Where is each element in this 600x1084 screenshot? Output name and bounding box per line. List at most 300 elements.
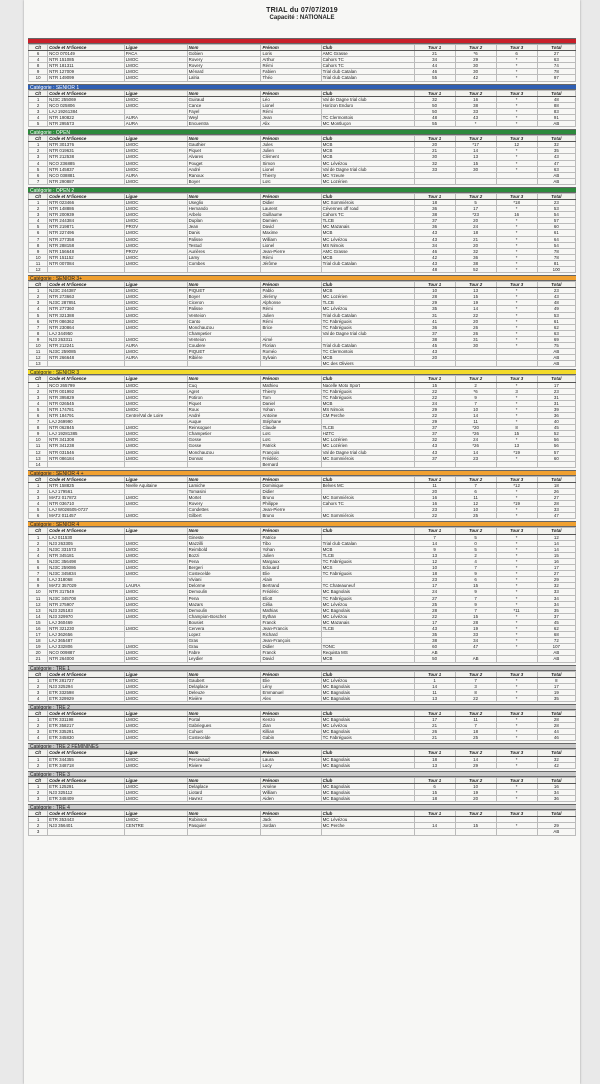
table-cell: LMOC	[124, 565, 187, 571]
table-cell: LAJ 365487	[48, 638, 125, 644]
table-cell: 22	[414, 412, 455, 418]
column-header: Club	[321, 777, 414, 783]
table-cell: NCO 009887	[48, 650, 125, 656]
column-header: Ligue	[124, 528, 187, 534]
table-cell: CM Perche	[321, 412, 414, 418]
table-cell: MC Sommiérois	[321, 455, 414, 461]
table-cell: Dominique	[261, 482, 321, 488]
table-cell: LAJ 344950	[48, 330, 125, 336]
table-cell: AB	[455, 656, 496, 662]
category-section	[28, 665, 576, 702]
table-cell: Bernard	[261, 461, 321, 467]
table-cell: 7	[29, 324, 48, 330]
table-cell: *	[496, 756, 537, 762]
table-cell: 63	[537, 330, 575, 336]
table-cell: LMOC	[124, 160, 187, 166]
table-cell: MC Lozérien	[321, 294, 414, 300]
table-cell: LAJ 362656	[48, 632, 125, 638]
table-cell: LMOC	[124, 394, 187, 400]
table-cell: William	[261, 236, 321, 242]
column-header: Tour 1	[414, 777, 455, 783]
column-header: Nom	[187, 193, 261, 199]
table-cell: 42	[414, 254, 455, 260]
column-header: Code et N°licence	[48, 136, 125, 142]
table-cell: 6	[29, 172, 48, 178]
table-cell: 69	[537, 336, 575, 342]
table-cell: NCO 265799	[48, 382, 125, 388]
table-cell: 48	[414, 114, 455, 120]
table-cell: LAJ 360469	[48, 619, 125, 625]
column-header: Nom	[187, 811, 261, 817]
table-cell: 8	[496, 425, 537, 431]
table-cell: 6	[29, 318, 48, 324]
table-cell: LMOC	[124, 312, 187, 318]
table-cell: 20	[455, 218, 496, 224]
table-cell: MC Bagnolais	[321, 607, 414, 613]
column-header: Total	[537, 136, 575, 142]
table-cell: Percevaud	[187, 756, 261, 762]
table-cell: NTR 086362	[48, 318, 125, 324]
table-cell: *	[496, 625, 537, 631]
table-cell: TC Fabréguois	[321, 571, 414, 577]
table-cell: 20	[455, 242, 496, 248]
table-cell: LMOC	[124, 218, 187, 224]
table-cell: Pena	[187, 558, 261, 564]
table-cell: Gabin	[261, 735, 321, 741]
table-cell: 78	[537, 254, 575, 260]
table-cell: Tomasini	[187, 489, 261, 495]
table-cell: *17	[455, 142, 496, 148]
table-cell: NTR 273663	[48, 294, 125, 300]
table-cell: Jean	[187, 224, 261, 230]
column-header: Club	[321, 282, 414, 288]
table-cell: 37	[537, 613, 575, 619]
table-cell: Cahors TC	[321, 63, 414, 69]
table-cell: 33	[455, 108, 496, 114]
table-cell: 21	[414, 51, 455, 57]
column-header: Total	[537, 45, 575, 51]
table-cell: Venteion	[187, 312, 261, 318]
table-cell: 10	[29, 254, 48, 260]
column-header: Club	[321, 193, 414, 199]
table-cell: MC Bagnolais	[321, 689, 414, 695]
table-cell: 60	[537, 455, 575, 461]
table-cell: *	[496, 638, 537, 644]
table-cell: Rovery	[187, 501, 261, 507]
table-cell: LMOC	[124, 260, 187, 266]
table-cell: 7	[29, 571, 48, 577]
table-cell: 2	[29, 762, 48, 768]
table-cell: 9	[29, 336, 48, 342]
table-cell: 38	[455, 260, 496, 266]
table-cell: MC Lozérien	[321, 443, 414, 449]
table-cell: 46	[414, 69, 455, 75]
table-cell: 3	[29, 300, 48, 306]
table-cell: 72	[537, 638, 575, 644]
table-cell: Rivière	[187, 695, 261, 701]
table-cell: Julien	[261, 148, 321, 154]
table-cell: LAJ 19281385	[48, 431, 125, 437]
table-cell: *	[496, 206, 537, 212]
table-cell: Canto	[187, 318, 261, 324]
table-cell: Combes	[187, 260, 261, 266]
table-cell: 4	[29, 400, 48, 406]
table-cell: 6	[414, 783, 455, 789]
table-cell: *	[496, 534, 537, 540]
table-cell: 37	[414, 455, 455, 461]
table-cell: NJ3 325112	[48, 789, 125, 795]
table-cell: Damien	[261, 218, 321, 224]
table-cell: Ménard	[187, 69, 261, 75]
results-table	[28, 671, 576, 702]
table-cell: 6	[29, 412, 48, 418]
table-cell: William	[261, 789, 321, 795]
table-cell: 15	[29, 619, 48, 625]
table-cell: 33	[414, 166, 455, 172]
table-cell: Julien	[261, 312, 321, 318]
table-cell: Richard	[261, 632, 321, 638]
table-cell: ETR 348718	[48, 762, 125, 768]
table-cell: 37	[414, 431, 455, 437]
table-cell: NTR 341308	[48, 437, 125, 443]
table-cell: NJ3 325294	[48, 683, 125, 689]
column-header: Prénom	[261, 811, 321, 817]
table-cell: NTR 277360	[48, 306, 125, 312]
table-cell: Claude	[261, 425, 321, 431]
table-cell: 9	[414, 546, 455, 552]
table-cell: 2	[29, 683, 48, 689]
table-cell	[414, 461, 455, 467]
table-row	[29, 796, 576, 802]
table-cell: LMOC	[124, 388, 187, 394]
table-cell: Jérôme	[261, 260, 321, 266]
table-cell: PROV	[124, 224, 187, 230]
table-cell: *19	[496, 501, 537, 507]
table-cell: MC Yzeure	[321, 172, 414, 178]
table-cell: *	[496, 619, 537, 625]
table-cell: Coudere	[187, 343, 261, 349]
column-header: Tour 1	[414, 136, 455, 142]
table-cell: *	[496, 695, 537, 701]
table-cell: 15	[455, 294, 496, 300]
column-header: Ligue	[124, 193, 187, 199]
table-cell: Donnat	[187, 455, 261, 461]
table-cell: NTR 174781	[48, 406, 125, 412]
table-cell: 53	[537, 312, 575, 318]
category-section	[28, 470, 576, 520]
table-cell: *	[496, 683, 537, 689]
table-cell: 12	[496, 142, 537, 148]
column-header: Club	[321, 671, 414, 677]
table-cell: Venteion	[187, 336, 261, 342]
table-cell: *	[496, 406, 537, 412]
table-cell: 42	[455, 75, 496, 81]
table-cell: 2	[29, 823, 48, 829]
table-cell: Demoulin	[187, 589, 261, 595]
table-cell: 18	[537, 482, 575, 488]
table-cell: ETR 281727	[48, 677, 125, 683]
table-cell: 22	[414, 613, 455, 619]
table-cell: Duplan	[187, 218, 261, 224]
table-cell: NTR 395829	[48, 394, 125, 400]
table-cell: 19	[29, 644, 48, 650]
table-cell: AB	[537, 349, 575, 355]
table-cell: *	[496, 540, 537, 546]
column-header: Ligue	[124, 777, 187, 783]
table-cell: 11	[29, 595, 48, 601]
table-cell: 23	[537, 199, 575, 205]
table-cell: NTR 031546	[48, 449, 125, 455]
table-cell: 15	[455, 160, 496, 166]
table-cell: 48	[537, 96, 575, 102]
table-cell: TC Fabréguois	[321, 394, 414, 400]
table-cell: LMOC	[124, 306, 187, 312]
column-header: Ligue	[124, 476, 187, 482]
column-header: Tour 3	[496, 476, 537, 482]
table-cell: *	[496, 230, 537, 236]
table-cell: LMOC	[124, 683, 187, 689]
table-cell: LMOC	[124, 625, 187, 631]
table-cell: 3	[29, 796, 48, 802]
table-cell: TONC	[321, 644, 414, 650]
table-cell: 34	[455, 638, 496, 644]
table-cell: LMOC	[124, 717, 187, 723]
table-cell: Gauthier	[187, 142, 261, 148]
table-cell: *	[496, 583, 537, 589]
table-cell: Roméo	[261, 349, 321, 355]
table-cell: 1	[29, 382, 48, 388]
results-table	[28, 281, 576, 367]
table-cell: LMOC	[124, 656, 187, 662]
table-cell: 13	[455, 288, 496, 294]
column-header: Code et N°licence	[48, 811, 125, 817]
column-header: Tour 1	[414, 376, 455, 382]
table-cell: 3	[29, 689, 48, 695]
table-cell: Loris	[261, 51, 321, 57]
table-cell: 13	[29, 455, 48, 461]
table-cell	[187, 361, 261, 367]
table-cell: 61	[537, 230, 575, 236]
column-header: Code et N°licence	[48, 282, 125, 288]
table-cell: LMOC	[124, 142, 187, 148]
results-table	[28, 710, 576, 741]
table-cell	[321, 267, 414, 273]
results-table	[28, 135, 576, 185]
table-cell	[496, 461, 537, 467]
column-header: Tour 2	[455, 90, 496, 96]
table-cell: 30	[455, 343, 496, 349]
table-cell: 23	[455, 455, 496, 461]
table-cell: MC Bagnolais	[321, 589, 414, 595]
table-cell: 31	[455, 336, 496, 342]
table-cell: 34	[537, 789, 575, 795]
table-cell: Ranoux	[187, 172, 261, 178]
table-cell: MC Lévézou	[321, 723, 414, 729]
table-cell: 17	[29, 632, 48, 638]
table-cell: 41	[414, 318, 455, 324]
table-cell: 8	[29, 577, 48, 583]
table-cell: 20	[414, 489, 455, 495]
table-cell: 63	[537, 166, 575, 172]
table-cell	[455, 178, 496, 184]
table-cell: 37	[414, 218, 455, 224]
table-cell: Laurent	[261, 206, 321, 212]
column-header: Tour 1	[414, 811, 455, 817]
table-cell: Reinsoguer	[187, 425, 261, 431]
table-cell: 9	[455, 394, 496, 400]
column-header: Tour 2	[455, 528, 496, 534]
table-cell: *	[496, 513, 537, 519]
column-header: Nom	[187, 90, 261, 96]
table-cell: 16	[455, 96, 496, 102]
category-section	[28, 38, 576, 82]
table-cell: NCO 025806	[48, 102, 125, 108]
table-cell: *	[496, 394, 537, 400]
table-cell: LMOC	[124, 75, 187, 81]
table-cell: 21	[29, 656, 48, 662]
table-cell: Jack	[261, 817, 321, 823]
table-cell: NTR 200939	[48, 212, 125, 218]
table-cell: 14	[29, 613, 48, 619]
table-cell: NTR 212241	[48, 343, 125, 349]
table-cell: 2	[29, 388, 48, 394]
table-cell: Aurières	[187, 248, 261, 254]
table-cell: Clément	[261, 154, 321, 160]
table-cell: NTR 295573	[48, 121, 125, 127]
category-section	[28, 704, 576, 741]
table-cell: LMOC	[124, 501, 187, 507]
table-cell: 13	[414, 762, 455, 768]
table-cell: 14	[455, 756, 496, 762]
category-title: Catégorie : TRE 2	[28, 704, 576, 710]
table-cell: Val de Dagne trial club	[321, 166, 414, 172]
table-cell: 1	[29, 717, 48, 723]
table-cell: 4	[29, 735, 48, 741]
table-cell	[455, 361, 496, 367]
column-header: Code et N°licence	[48, 528, 125, 534]
column-header: Tour 2	[455, 671, 496, 677]
table-cell: 27	[537, 51, 575, 57]
table-cell: *	[496, 260, 537, 266]
table-cell	[261, 267, 321, 273]
column-header: Tour 3	[496, 777, 537, 783]
table-cell: 2	[455, 552, 496, 558]
table-cell: 11	[29, 349, 48, 355]
table-cell: 2	[29, 294, 48, 300]
table-cell: *	[496, 267, 537, 273]
table-cell: 16	[537, 558, 575, 564]
table-cell: Jean-Francis	[261, 625, 321, 631]
table-cell: Didier	[261, 489, 321, 495]
column-header: Ligue	[124, 711, 187, 717]
table-cell: 28	[414, 294, 455, 300]
table-cell: LMOC	[124, 349, 187, 355]
table-cell: 55	[414, 121, 455, 127]
table-cell: 48	[537, 300, 575, 306]
table-cell: 43	[414, 449, 455, 455]
table-cell: *	[496, 148, 537, 154]
table-cell: 9	[29, 583, 48, 589]
column-header: Tour 1	[414, 282, 455, 288]
table-cell: NJ3C 345708	[48, 595, 125, 601]
table-cell: Patrice	[261, 534, 321, 540]
table-cell: Célia	[261, 601, 321, 607]
table-cell: 1	[29, 482, 48, 488]
table-cell: Pablo	[261, 288, 321, 294]
table-cell: 14	[414, 540, 455, 546]
table-cell: 78	[537, 248, 575, 254]
table-cell: Trial club Catalan	[321, 75, 414, 81]
table-cell: LMOC	[124, 558, 187, 564]
category-section	[28, 275, 576, 367]
table-cell: NTR 026545	[48, 400, 125, 406]
table-cell: NTR 341238	[48, 443, 125, 449]
table-cell: 25	[414, 601, 455, 607]
column-header: Nom	[187, 528, 261, 534]
table-cell: 19	[455, 789, 496, 795]
table-cell: Piquet	[187, 400, 261, 406]
table-cell: 3	[29, 829, 48, 835]
table-cell: 36	[537, 412, 575, 418]
column-header: Tour 2	[455, 193, 496, 199]
table-cell: *	[496, 294, 537, 300]
table-cell: LMOC	[124, 455, 187, 461]
table-cell: 14	[537, 540, 575, 546]
table-cell: 4	[29, 695, 48, 701]
table-cell: 23	[414, 577, 455, 583]
table-cell: Fabien	[261, 69, 321, 75]
table-cell: 4	[29, 114, 48, 120]
table-cell: MC Bagnolais	[321, 683, 414, 689]
table-cell: 34	[537, 595, 575, 601]
table-cell: LMOC	[124, 796, 187, 802]
table-cell: TLCB	[321, 625, 414, 631]
column-header: Clt	[29, 193, 48, 199]
table-cell: MC Bagnolais	[321, 783, 414, 789]
table-cell: 45	[537, 619, 575, 625]
table-cell: 24	[455, 437, 496, 443]
table-cell: Pena	[187, 595, 261, 601]
table-cell: 43	[537, 154, 575, 160]
table-cell: Hernando	[187, 206, 261, 212]
table-cell: NTR 023466	[48, 199, 125, 205]
table-cell: 32	[414, 96, 455, 102]
table-cell	[496, 829, 537, 835]
table-cell: Nvelle Aquitaine	[124, 482, 187, 488]
table-cell: 13	[496, 443, 537, 449]
table-cell: Lamiche	[187, 482, 261, 488]
table-cell: *26	[455, 443, 496, 449]
column-header: Tour 1	[414, 528, 455, 534]
table-cell: Palisse	[187, 306, 261, 312]
table-cell: 22	[414, 513, 455, 519]
table-cell: 1	[29, 756, 48, 762]
table-cell: Costecelde	[187, 571, 261, 577]
table-cell: Tibo	[261, 540, 321, 546]
category-title: Catégorie : SENIOR 4	[28, 521, 576, 527]
column-header: Prénom	[261, 711, 321, 717]
table-cell: 10	[29, 75, 48, 81]
table-cell: Ribière	[187, 355, 261, 361]
table-cell: Champetier	[187, 330, 261, 336]
table-cell: Encuentra	[187, 121, 261, 127]
table-cell: Jean-Pierre	[261, 248, 321, 254]
table-cell: 16	[414, 495, 455, 501]
table-cell: 19	[537, 689, 575, 695]
table-cell	[48, 361, 125, 367]
table-cell: 23	[537, 288, 575, 294]
table-cell: *26	[455, 431, 496, 437]
